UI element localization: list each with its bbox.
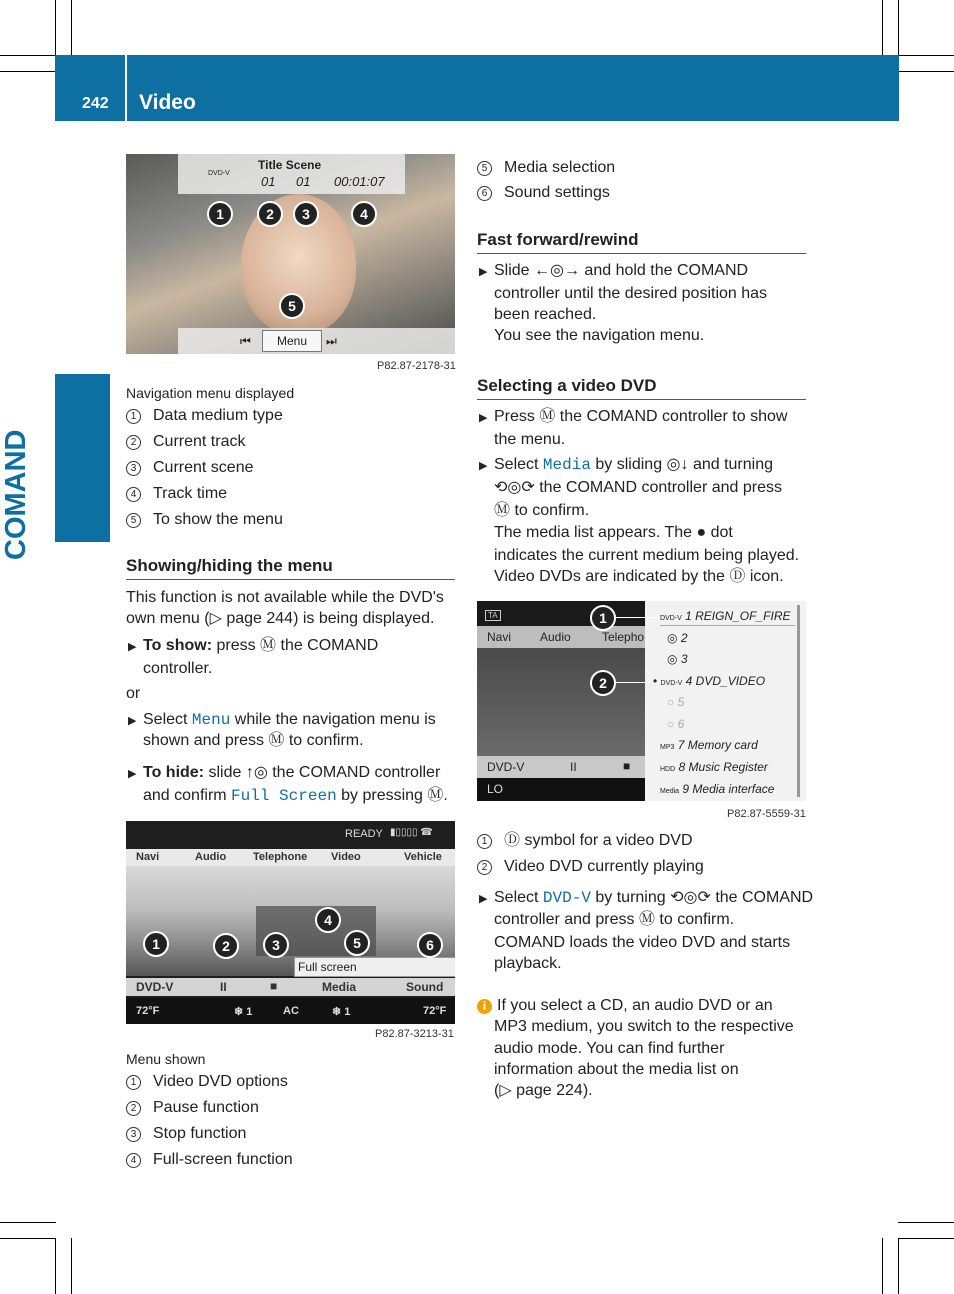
callout-5: 5 bbox=[279, 293, 305, 319]
section-title: Video bbox=[139, 91, 196, 114]
tab-navi[interactable]: Navi bbox=[487, 630, 512, 644]
list-item: 4 Track time bbox=[126, 483, 227, 505]
full-screen-option[interactable]: Full screen bbox=[294, 957, 455, 977]
list-item: 5 To show the menu bbox=[126, 509, 283, 531]
menu-bar bbox=[178, 328, 455, 354]
step-text: Select DVD-V by turning ⟲◎⟳ the COMAND bbox=[494, 889, 814, 907]
header-divider bbox=[125, 55, 127, 121]
media-list-item[interactable]: Media 9 Media interface bbox=[660, 782, 775, 796]
step-arrow-icon: ▶ bbox=[479, 460, 488, 472]
figure-ref: P82.87-2178-31 bbox=[377, 360, 456, 372]
crop-mark bbox=[71, 0, 72, 56]
media-list-item-active[interactable]: • DVD-V 4 DVD_VIDEO bbox=[653, 674, 766, 688]
tab-audio[interactable]: Audio bbox=[195, 851, 227, 863]
previous-icon: ⏮ bbox=[240, 334, 251, 348]
video-background bbox=[477, 648, 645, 756]
mp3-icon: MP3 bbox=[660, 744, 675, 751]
tab-video[interactable]: Video bbox=[331, 851, 361, 863]
step-text: Press Ⓜ the COMAND controller to show bbox=[494, 408, 788, 425]
climate-bar bbox=[126, 998, 455, 1024]
step-text: controller until the desired position has bbox=[494, 285, 768, 302]
dvd-v-option[interactable]: DVD-V bbox=[487, 760, 525, 774]
disc-icon: ◎ bbox=[667, 631, 678, 645]
callout-3: 3 bbox=[293, 201, 319, 227]
scene-number: 01 bbox=[296, 174, 311, 189]
callout-4: 4 bbox=[315, 907, 341, 933]
stop-icon[interactable]: ■ bbox=[623, 759, 631, 773]
info-note-text: audio mode. You can find further bbox=[494, 1040, 725, 1057]
body-text: or bbox=[126, 685, 141, 702]
pause-icon[interactable]: II bbox=[220, 980, 227, 994]
callout-2: 2 bbox=[213, 933, 239, 959]
step-text: shown and press Ⓜ to confirm. bbox=[143, 732, 364, 749]
number-icon: 2 bbox=[126, 1101, 141, 1116]
info-note: i If you select a CD, an audio DVD or an bbox=[477, 995, 773, 1017]
page-number: 242 bbox=[82, 95, 109, 112]
tab-telephone[interactable]: Telephone bbox=[253, 851, 308, 863]
ta-icon: TA bbox=[485, 610, 501, 621]
step-text: Select Media by sliding ◎↓ and turning bbox=[494, 456, 773, 474]
pause-icon[interactable]: II bbox=[570, 760, 577, 774]
step-text: ⟲◎⟳ the COMAND controller and press bbox=[494, 479, 782, 496]
empty-disc-icon: ○ bbox=[667, 695, 675, 709]
bottom-bar bbox=[477, 756, 645, 778]
list-item: 1 Ⓓ symbol for a video DVD bbox=[477, 830, 693, 852]
lo-label: LO bbox=[487, 782, 504, 796]
title-scene-bar bbox=[178, 154, 405, 194]
info-note-text: information about the media list on bbox=[494, 1061, 739, 1078]
number-icon: 2 bbox=[126, 435, 141, 450]
menu-button[interactable]: Menu bbox=[262, 330, 322, 352]
crop-mark bbox=[882, 1238, 883, 1294]
ac-label: AC bbox=[283, 1005, 299, 1017]
step-text: indicates the current medium being played. bbox=[494, 547, 800, 564]
step-text: To show: press Ⓜ the COMAND bbox=[143, 637, 379, 654]
list-item: 1 Data medium type bbox=[126, 405, 283, 427]
number-icon: 5 bbox=[477, 161, 492, 176]
crop-mark bbox=[898, 1222, 954, 1223]
media-list-item[interactable]: ○ 6 bbox=[667, 717, 685, 731]
callout-1: 1 bbox=[143, 931, 169, 957]
dvd-v-icon: DVD-V bbox=[208, 170, 230, 177]
figure-menu-shown bbox=[126, 821, 455, 1024]
number-icon: 3 bbox=[126, 461, 141, 476]
section-heading: Fast forward/rewind bbox=[477, 230, 806, 254]
step-arrow-icon: ▶ bbox=[479, 893, 488, 905]
media-option[interactable]: Media bbox=[322, 980, 357, 994]
bottom-menu-bar bbox=[126, 978, 455, 996]
active-dot-icon: • bbox=[653, 674, 658, 688]
step-text: the menu. bbox=[494, 431, 566, 448]
step-text: controller. bbox=[143, 660, 213, 677]
figure-caption: Navigation menu displayed bbox=[126, 385, 295, 401]
scrollbar[interactable] bbox=[797, 605, 800, 797]
step-arrow-icon: ▶ bbox=[479, 412, 488, 424]
body-text: own menu (▷ page 244) is being displayed. bbox=[126, 610, 435, 627]
step-arrow-icon: ▶ bbox=[128, 768, 137, 780]
tab-bar bbox=[126, 849, 455, 866]
step-arrow-icon: ▶ bbox=[128, 641, 137, 653]
tab-telephone[interactable]: Telepho bbox=[602, 630, 645, 644]
callout-5: 5 bbox=[344, 930, 370, 956]
signal-icon: ▮▯▯▯▯ ☎ bbox=[390, 827, 433, 838]
info-note-text: MP3 medium, you switch to the respective bbox=[494, 1018, 794, 1035]
step-text: You see the navigation menu. bbox=[494, 327, 705, 344]
media-list-item[interactable]: MP3 7 Memory card bbox=[660, 738, 758, 752]
step-arrow-icon: ▶ bbox=[128, 715, 137, 727]
track-time: 00:01:07 bbox=[334, 174, 385, 189]
number-icon: 3 bbox=[126, 1127, 141, 1142]
crop-mark bbox=[0, 1238, 56, 1239]
info-icon: i bbox=[477, 999, 492, 1014]
number-icon: 1 bbox=[477, 834, 492, 849]
step-text: To hide: slide ↑◎ the COMAND controller bbox=[143, 764, 441, 781]
temp-left: 72°F bbox=[136, 1005, 160, 1017]
list-item: 3 Current scene bbox=[126, 457, 254, 479]
hdd-icon: HDD bbox=[660, 766, 676, 773]
empty-disc-icon: ○ bbox=[667, 717, 675, 731]
crop-mark bbox=[898, 1238, 954, 1239]
callout-1: 1 bbox=[590, 605, 616, 631]
status-ready: READY bbox=[345, 828, 383, 840]
list-item: 3 Stop function bbox=[126, 1123, 246, 1145]
list-item: 2 Current track bbox=[126, 431, 245, 453]
number-icon: 4 bbox=[126, 1153, 141, 1168]
list-item: 2 Pause function bbox=[126, 1097, 259, 1119]
media-list-item[interactable]: DVD-V 1 REIGN_OF_FIRE bbox=[660, 609, 795, 626]
media-list-item[interactable]: HDD 8 Music Register bbox=[660, 760, 768, 774]
next-icon: ⏭ bbox=[326, 334, 337, 348]
crop-mark bbox=[55, 1238, 56, 1294]
figure-caption: Menu shown bbox=[126, 1051, 206, 1067]
title-scene-label: Title Scene bbox=[258, 158, 322, 172]
number-icon: 1 bbox=[126, 1075, 141, 1090]
crop-mark bbox=[71, 1238, 72, 1294]
crop-mark bbox=[898, 55, 954, 56]
step-text: and confirm Full Screen by pressing Ⓜ. bbox=[143, 787, 448, 805]
callout-2: 2 bbox=[257, 201, 283, 227]
callout-2: 2 bbox=[590, 670, 616, 696]
step-text: playback. bbox=[494, 955, 562, 972]
disc-icon: ◎ bbox=[667, 652, 678, 666]
step-text: Select Menu while the navigation menu is bbox=[143, 711, 436, 729]
crop-mark bbox=[55, 0, 56, 56]
step-text: Video DVDs are indicated by the Ⓓ icon. bbox=[494, 568, 784, 585]
temp-right: 72°F bbox=[423, 1005, 447, 1017]
step-text: COMAND loads the video DVD and starts bbox=[494, 934, 791, 951]
dvd-v-icon: DVD-V bbox=[660, 680, 683, 687]
crop-mark bbox=[0, 71, 56, 72]
fan-left: ❄ 1 bbox=[234, 1006, 253, 1018]
crop-mark bbox=[898, 71, 954, 72]
tab-navi[interactable]: Navi bbox=[136, 851, 160, 863]
number-icon: 6 bbox=[477, 186, 492, 201]
callout-1: 1 bbox=[207, 201, 233, 227]
tab-vehicle[interactable]: Vehicle bbox=[404, 851, 442, 863]
media-list-panel bbox=[645, 601, 806, 801]
sound-option[interactable]: Sound bbox=[406, 980, 444, 994]
crop-mark bbox=[882, 0, 883, 56]
section-heading: Showing/hiding the menu bbox=[126, 556, 455, 580]
section-heading: Selecting a video DVD bbox=[477, 376, 806, 400]
crop-mark bbox=[0, 55, 56, 56]
body-text: This function is not available while the DVD's bbox=[126, 589, 444, 606]
side-tab bbox=[55, 374, 110, 542]
step-text: The media list appears. The ● dot bbox=[494, 524, 733, 541]
number-icon: 5 bbox=[126, 513, 141, 528]
callout-line bbox=[615, 682, 651, 683]
number-icon: 1 bbox=[126, 409, 141, 424]
step-text: been reached. bbox=[494, 306, 597, 323]
track-number: 01 bbox=[261, 174, 276, 189]
step-text: controller and press Ⓜ to confirm. bbox=[494, 911, 735, 928]
list-item: 5 Media selection bbox=[477, 157, 615, 179]
media-list-item[interactable]: ◎ 3 bbox=[667, 652, 688, 666]
list-item: 2 Video DVD currently playing bbox=[477, 856, 704, 878]
callout-6: 6 bbox=[417, 932, 443, 958]
figure-navigation-menu bbox=[126, 154, 455, 354]
page-header bbox=[55, 55, 899, 121]
side-tab-label: COMAND bbox=[0, 429, 32, 560]
step-text: Slide ←◎→ and hold the COMAND bbox=[494, 262, 749, 279]
list-item: 1 Video DVD options bbox=[126, 1071, 288, 1093]
crop-mark bbox=[898, 1238, 899, 1294]
media-list-item[interactable]: ○ 5 bbox=[667, 695, 685, 709]
callout-line bbox=[615, 617, 660, 618]
tab-audio[interactable]: Audio bbox=[540, 630, 571, 644]
list-item: 4 Full-screen function bbox=[126, 1149, 293, 1171]
media-interface-icon: Media bbox=[660, 788, 680, 795]
list-item: 6 Sound settings bbox=[477, 182, 610, 204]
number-icon: 4 bbox=[126, 487, 141, 502]
step-arrow-icon: ▶ bbox=[479, 266, 488, 278]
info-note-text: (▷ page 224). bbox=[494, 1082, 593, 1099]
media-list-item[interactable]: ◎ 2 bbox=[667, 631, 688, 645]
crop-mark bbox=[0, 1222, 56, 1223]
fan-right: ❄ 1 bbox=[332, 1006, 351, 1018]
dvd-v-option[interactable]: DVD-V bbox=[136, 980, 174, 994]
tab-bar bbox=[477, 626, 645, 648]
callout-3: 3 bbox=[263, 932, 289, 958]
number-icon: 2 bbox=[477, 860, 492, 875]
dvd-v-icon: DVD-V bbox=[660, 615, 682, 622]
callout-4: 4 bbox=[351, 201, 377, 227]
figure-media-list bbox=[477, 601, 806, 801]
figure-ref: P82.87-5559-31 bbox=[727, 808, 806, 820]
step-text: Ⓜ to confirm. bbox=[494, 502, 590, 519]
crop-mark bbox=[898, 0, 899, 56]
stop-icon[interactable]: ■ bbox=[270, 979, 278, 993]
figure-ref: P82.87-3213-31 bbox=[375, 1028, 454, 1040]
climate-bar bbox=[477, 778, 645, 801]
